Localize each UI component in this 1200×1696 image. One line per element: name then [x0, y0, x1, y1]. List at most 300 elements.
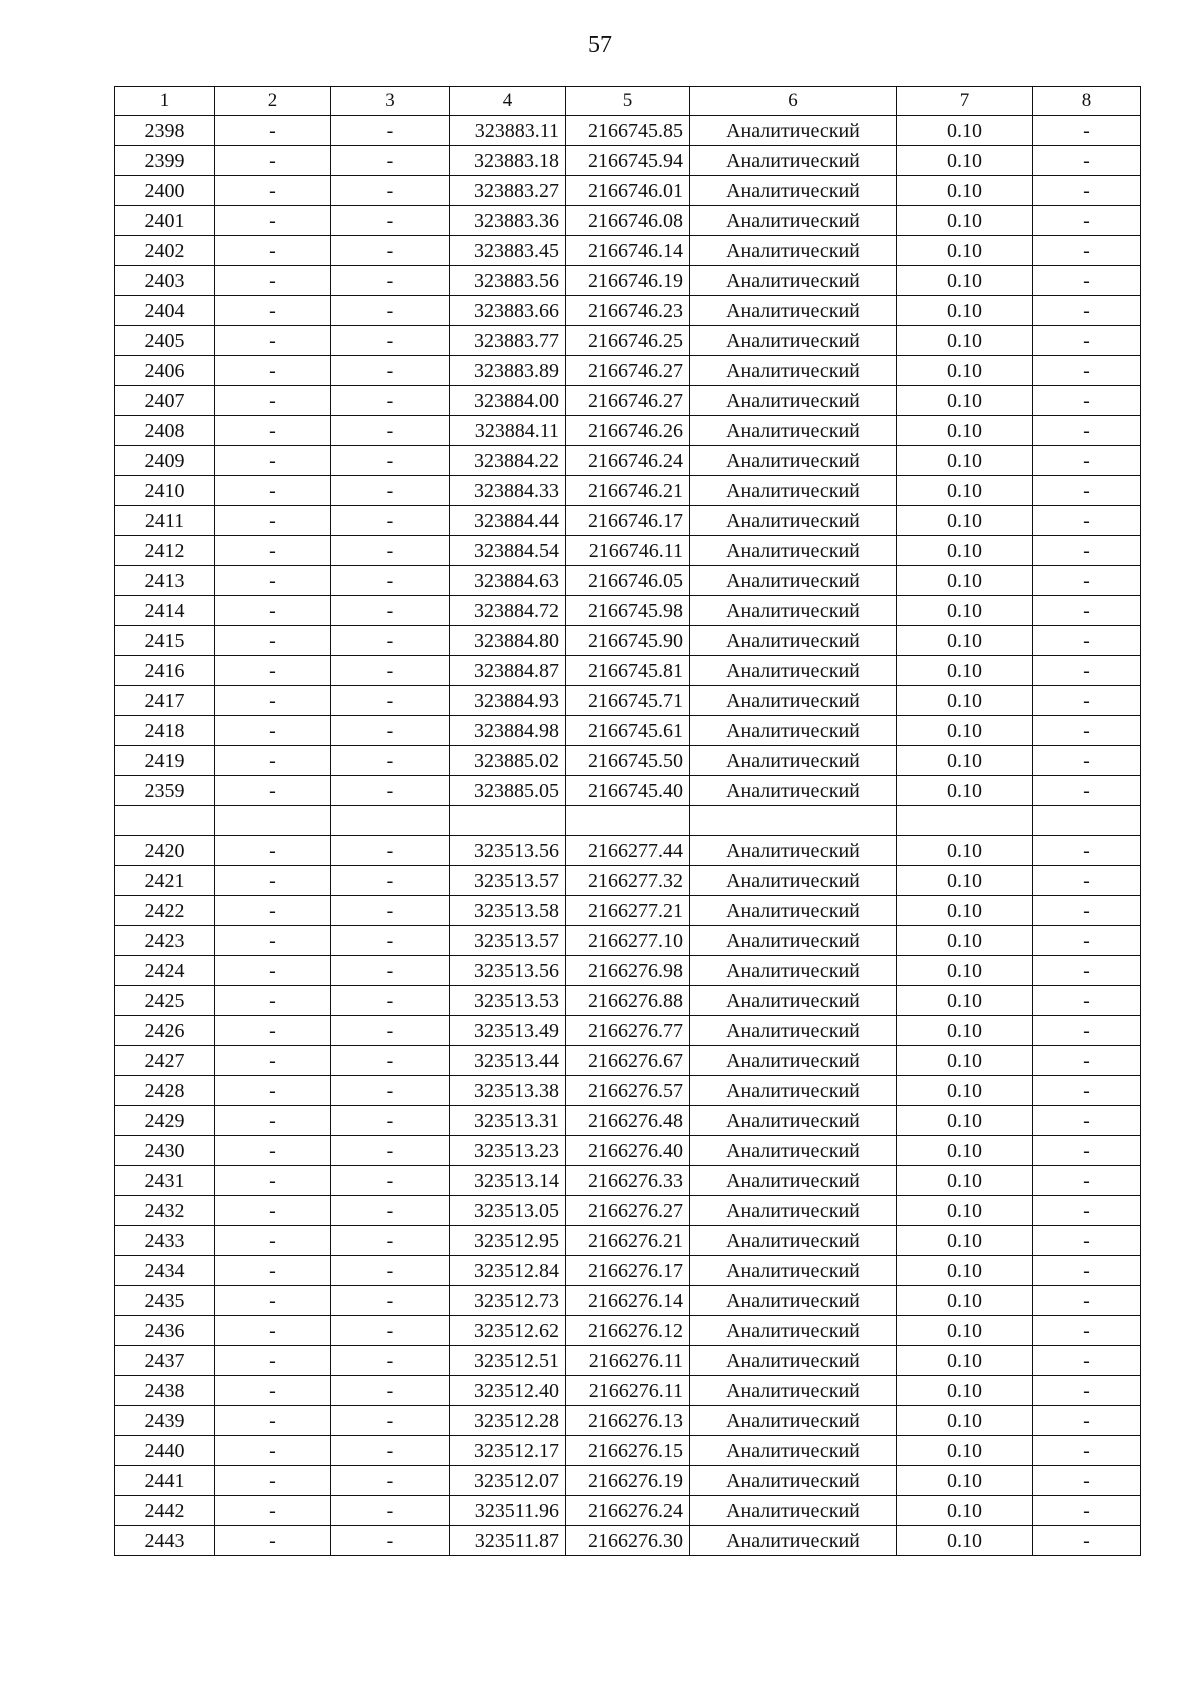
point-number-cell: 2429: [115, 1106, 215, 1136]
col8-cell: -: [1033, 476, 1141, 506]
method-cell: Аналитический: [690, 1346, 897, 1376]
y-coordinate-cell: 2166745.94: [566, 146, 690, 176]
col3-cell: -: [331, 1466, 450, 1496]
col8-cell: -: [1033, 386, 1141, 416]
point-number-cell: 2418: [115, 716, 215, 746]
point-number-cell: 2433: [115, 1226, 215, 1256]
col2-cell: -: [215, 326, 331, 356]
accuracy-cell: 0.10: [897, 356, 1033, 386]
x-coordinate-cell: 323883.45: [450, 236, 566, 266]
col3-cell: -: [331, 1196, 450, 1226]
point-number-cell: 2415: [115, 626, 215, 656]
x-coordinate-cell: 323884.00: [450, 386, 566, 416]
col2-cell: [215, 806, 331, 836]
col2-cell: -: [215, 236, 331, 266]
col3-cell: -: [331, 836, 450, 866]
col8-cell: -: [1033, 1316, 1141, 1346]
col8-cell: -: [1033, 1016, 1141, 1046]
col8-cell: -: [1033, 776, 1141, 806]
col8-cell: -: [1033, 1136, 1141, 1166]
y-coordinate-cell: 2166746.01: [566, 176, 690, 206]
point-number-cell: 2411: [115, 506, 215, 536]
method-cell: Аналитический: [690, 206, 897, 236]
table-row: [115, 1286, 1141, 1316]
col3-cell: -: [331, 416, 450, 446]
point-number-cell: 2417: [115, 686, 215, 716]
method-cell: Аналитический: [690, 986, 897, 1016]
method-cell: Аналитический: [690, 746, 897, 776]
table-row: [115, 356, 1141, 386]
method-cell: Аналитический: [690, 236, 897, 266]
column-header: 2: [215, 87, 331, 116]
method-cell: Аналитический: [690, 1016, 897, 1046]
col3-cell: -: [331, 206, 450, 236]
table-row: [115, 1316, 1141, 1346]
accuracy-cell: 0.10: [897, 566, 1033, 596]
col8-cell: -: [1033, 1346, 1141, 1376]
method-cell: Аналитический: [690, 686, 897, 716]
col3-cell: -: [331, 1316, 450, 1346]
col2-cell: -: [215, 1046, 331, 1076]
accuracy-cell: 0.10: [897, 836, 1033, 866]
col3-cell: -: [331, 1526, 450, 1556]
col8-cell: -: [1033, 626, 1141, 656]
column-header: 8: [1033, 87, 1141, 116]
point-number-cell: 2442: [115, 1496, 215, 1526]
method-cell: Аналитический: [690, 296, 897, 326]
accuracy-cell: 0.10: [897, 1136, 1033, 1166]
table-row: [115, 746, 1141, 776]
column-header: 1: [115, 87, 215, 116]
col3-cell: -: [331, 1406, 450, 1436]
col3-cell: -: [331, 926, 450, 956]
col3-cell: -: [331, 626, 450, 656]
col8-cell: -: [1033, 146, 1141, 176]
col2-cell: -: [215, 1136, 331, 1166]
col3-cell: -: [331, 1076, 450, 1106]
col2-cell: -: [215, 1196, 331, 1226]
table-row: [115, 896, 1141, 926]
y-coordinate-cell: 2166746.05: [566, 566, 690, 596]
method-cell: Аналитический: [690, 956, 897, 986]
col8-cell: -: [1033, 506, 1141, 536]
col2-cell: -: [215, 446, 331, 476]
x-coordinate-cell: 323884.87: [450, 656, 566, 686]
point-number-cell: 2400: [115, 176, 215, 206]
col8-cell: -: [1033, 176, 1141, 206]
col2-cell: -: [215, 206, 331, 236]
col3-cell: -: [331, 776, 450, 806]
point-number-cell: 2402: [115, 236, 215, 266]
accuracy-cell: 0.10: [897, 1436, 1033, 1466]
col2-cell: -: [215, 1256, 331, 1286]
col3-cell: -: [331, 566, 450, 596]
method-cell: Аналитический: [690, 1136, 897, 1166]
x-coordinate-cell: 323513.38: [450, 1076, 566, 1106]
col3-cell: -: [331, 476, 450, 506]
col2-cell: -: [215, 536, 331, 566]
col8-cell: -: [1033, 326, 1141, 356]
col2-cell: -: [215, 356, 331, 386]
col8-cell: -: [1033, 686, 1141, 716]
accuracy-cell: 0.10: [897, 1106, 1033, 1136]
table-row: [115, 656, 1141, 686]
x-coordinate-cell: 323883.11: [450, 116, 566, 146]
col3-cell: -: [331, 536, 450, 566]
accuracy-cell: 0.10: [897, 206, 1033, 236]
point-number-cell: 2412: [115, 536, 215, 566]
col8-cell: -: [1033, 206, 1141, 236]
page-number: 57: [588, 32, 612, 58]
col2-cell: -: [215, 1076, 331, 1106]
col2-cell: -: [215, 1526, 331, 1556]
col2-cell: -: [215, 956, 331, 986]
col3-cell: -: [331, 716, 450, 746]
point-number-cell: 2404: [115, 296, 215, 326]
col8-cell: -: [1033, 836, 1141, 866]
col3-cell: -: [331, 116, 450, 146]
method-cell: Аналитический: [690, 1046, 897, 1076]
column-header: 4: [450, 87, 566, 116]
accuracy-cell: 0.10: [897, 1406, 1033, 1436]
table-row: [115, 1466, 1141, 1496]
y-coordinate-cell: 2166276.98: [566, 956, 690, 986]
accuracy-cell: 0.10: [897, 686, 1033, 716]
col8-cell: -: [1033, 1196, 1141, 1226]
accuracy-cell: 0.10: [897, 626, 1033, 656]
y-coordinate-cell: 2166745.85: [566, 116, 690, 146]
table-row: [115, 926, 1141, 956]
method-cell: Аналитический: [690, 566, 897, 596]
col3-cell: -: [331, 356, 450, 386]
col8-cell: -: [1033, 296, 1141, 326]
method-cell: Аналитический: [690, 1466, 897, 1496]
y-coordinate-cell: 2166746.26: [566, 416, 690, 446]
col3-cell: -: [331, 1016, 450, 1046]
col2-cell: -: [215, 1016, 331, 1046]
col2-cell: -: [215, 1406, 331, 1436]
point-number-cell: 2398: [115, 116, 215, 146]
x-coordinate-cell: 323511.96: [450, 1496, 566, 1526]
x-coordinate-cell: 323884.54: [450, 536, 566, 566]
accuracy-cell: 0.10: [897, 326, 1033, 356]
col8-cell: -: [1033, 1526, 1141, 1556]
method-cell: Аналитический: [690, 146, 897, 176]
y-coordinate-cell: 2166276.24: [566, 1496, 690, 1526]
col8-cell: -: [1033, 956, 1141, 986]
point-number-cell: 2406: [115, 356, 215, 386]
col8-cell: -: [1033, 866, 1141, 896]
x-coordinate-cell: 323513.31: [450, 1106, 566, 1136]
accuracy-cell: 0.10: [897, 716, 1033, 746]
col3-cell: -: [331, 296, 450, 326]
col3-cell: -: [331, 446, 450, 476]
col3-cell: -: [331, 1046, 450, 1076]
point-number-cell: 2416: [115, 656, 215, 686]
accuracy-cell: 0.10: [897, 1496, 1033, 1526]
col8-cell: -: [1033, 116, 1141, 146]
method-cell: Аналитический: [690, 1436, 897, 1466]
header-row: [115, 87, 1141, 116]
col3-cell: -: [331, 1436, 450, 1466]
accuracy-cell: 0.10: [897, 296, 1033, 326]
y-coordinate-cell: 2166746.27: [566, 386, 690, 416]
method-cell: Аналитический: [690, 1226, 897, 1256]
point-number-cell: 2405: [115, 326, 215, 356]
x-coordinate-cell: 323512.51: [450, 1346, 566, 1376]
col3-cell: -: [331, 1286, 450, 1316]
y-coordinate-cell: 2166746.19: [566, 266, 690, 296]
point-number-cell: 2413: [115, 566, 215, 596]
x-coordinate-cell: 323883.66: [450, 296, 566, 326]
point-number-cell: 2403: [115, 266, 215, 296]
col2-cell: -: [215, 926, 331, 956]
col8-cell: -: [1033, 1466, 1141, 1496]
col2-cell: -: [215, 1226, 331, 1256]
col2-cell: -: [215, 386, 331, 416]
col3-cell: -: [331, 1166, 450, 1196]
y-coordinate-cell: 2166276.11: [566, 1376, 690, 1406]
table-row: [115, 1076, 1141, 1106]
col8-cell: -: [1033, 566, 1141, 596]
col8-cell: -: [1033, 1166, 1141, 1196]
point-number-cell: 2408: [115, 416, 215, 446]
y-coordinate-cell: 2166746.25: [566, 326, 690, 356]
table-row: [115, 1346, 1141, 1376]
col3-cell: -: [331, 1376, 450, 1406]
col2-cell: -: [215, 416, 331, 446]
col3-cell: -: [331, 896, 450, 926]
col3-cell: -: [331, 1136, 450, 1166]
point-number-cell: 2441: [115, 1466, 215, 1496]
col3-cell: -: [331, 1256, 450, 1286]
point-number-cell: 2430: [115, 1136, 215, 1166]
col2-cell: -: [215, 1466, 331, 1496]
point-number-cell: 2420: [115, 836, 215, 866]
col8-cell: -: [1033, 1406, 1141, 1436]
col3-cell: -: [331, 986, 450, 1016]
table-row: [115, 1376, 1141, 1406]
column-header: 6: [690, 87, 897, 116]
x-coordinate-cell: 323883.56: [450, 266, 566, 296]
x-coordinate-cell: 323513.57: [450, 926, 566, 956]
table-row: [115, 266, 1141, 296]
table-row: [115, 956, 1141, 986]
method-cell: Аналитический: [690, 446, 897, 476]
method-cell: Аналитический: [690, 896, 897, 926]
table-row: [115, 416, 1141, 446]
col8-cell: -: [1033, 986, 1141, 1016]
x-coordinate-cell: 323512.73: [450, 1286, 566, 1316]
table-row: [115, 1406, 1141, 1436]
col2-cell: -: [215, 266, 331, 296]
col8-cell: -: [1033, 1046, 1141, 1076]
method-cell: Аналитический: [690, 386, 897, 416]
method-cell: Аналитический: [690, 1106, 897, 1136]
method-cell: Аналитический: [690, 656, 897, 686]
y-coordinate-cell: 2166277.10: [566, 926, 690, 956]
table-row: [115, 1496, 1141, 1526]
point-number-cell: 2407: [115, 386, 215, 416]
col3-cell: -: [331, 686, 450, 716]
method-cell: Аналитический: [690, 416, 897, 446]
point-number-cell: 2399: [115, 146, 215, 176]
col2-cell: -: [215, 776, 331, 806]
col8-cell: -: [1033, 446, 1141, 476]
accuracy-cell: 0.10: [897, 956, 1033, 986]
y-coordinate-cell: 2166746.08: [566, 206, 690, 236]
table-row: [115, 776, 1141, 806]
y-coordinate-cell: 2166745.40: [566, 776, 690, 806]
accuracy-cell: 0.10: [897, 1076, 1033, 1106]
accuracy-cell: 0.10: [897, 986, 1033, 1016]
table-row: [115, 536, 1141, 566]
col2-cell: -: [215, 476, 331, 506]
table-row-blank: [115, 806, 1141, 836]
table-row: [115, 206, 1141, 236]
x-coordinate-cell: 323884.22: [450, 446, 566, 476]
accuracy-cell: 0.10: [897, 1376, 1033, 1406]
x-coordinate-cell: 323513.23: [450, 1136, 566, 1166]
col8-cell: -: [1033, 746, 1141, 776]
method-cell: Аналитический: [690, 1376, 897, 1406]
x-coordinate-cell: 323512.07: [450, 1466, 566, 1496]
table-row: [115, 446, 1141, 476]
method-cell: Аналитический: [690, 1256, 897, 1286]
y-coordinate-cell: 2166745.81: [566, 656, 690, 686]
col8-cell: -: [1033, 236, 1141, 266]
col3-cell: -: [331, 1226, 450, 1256]
col2-cell: -: [215, 746, 331, 776]
point-number-cell: 2431: [115, 1166, 215, 1196]
col3-cell: -: [331, 746, 450, 776]
point-number-cell: 2427: [115, 1046, 215, 1076]
y-coordinate-cell: 2166276.48: [566, 1106, 690, 1136]
col3-cell: -: [331, 656, 450, 686]
method-cell: Аналитический: [690, 776, 897, 806]
y-coordinate-cell: 2166276.67: [566, 1046, 690, 1076]
method-cell: Аналитический: [690, 326, 897, 356]
col3-cell: -: [331, 1496, 450, 1526]
method-cell: Аналитический: [690, 266, 897, 296]
y-coordinate-cell: 2166746.17: [566, 506, 690, 536]
x-coordinate-cell: 323512.28: [450, 1406, 566, 1436]
point-number-cell: 2443: [115, 1526, 215, 1556]
column-header: 3: [331, 87, 450, 116]
table-row: [115, 626, 1141, 656]
accuracy-cell: 0.10: [897, 596, 1033, 626]
y-coordinate-cell: 2166745.90: [566, 626, 690, 656]
accuracy-cell: 0.10: [897, 896, 1033, 926]
table-row: [115, 1046, 1141, 1076]
col2-cell: -: [215, 1316, 331, 1346]
accuracy-cell: 0.10: [897, 926, 1033, 956]
x-coordinate-cell: [450, 806, 566, 836]
col8-cell: -: [1033, 416, 1141, 446]
table-row: [115, 1526, 1141, 1556]
y-coordinate-cell: 2166276.11: [566, 1346, 690, 1376]
x-coordinate-cell: 323884.33: [450, 476, 566, 506]
col3-cell: [331, 806, 450, 836]
point-number-cell: 2437: [115, 1346, 215, 1376]
y-coordinate-cell: 2166276.57: [566, 1076, 690, 1106]
col8-cell: -: [1033, 1076, 1141, 1106]
col8-cell: -: [1033, 716, 1141, 746]
col2-cell: -: [215, 176, 331, 206]
table-row: [115, 1136, 1141, 1166]
accuracy-cell: 0.10: [897, 776, 1033, 806]
col2-cell: -: [215, 686, 331, 716]
accuracy-cell: 0.10: [897, 386, 1033, 416]
y-coordinate-cell: 2166276.40: [566, 1136, 690, 1166]
accuracy-cell: 0.10: [897, 1226, 1033, 1256]
x-coordinate-cell: 323885.05: [450, 776, 566, 806]
col3-cell: -: [331, 866, 450, 896]
method-cell: Аналитический: [690, 536, 897, 566]
table-row: [115, 386, 1141, 416]
accuracy-cell: 0.10: [897, 1166, 1033, 1196]
col8-cell: -: [1033, 926, 1141, 956]
table-row: [115, 716, 1141, 746]
y-coordinate-cell: 2166745.61: [566, 716, 690, 746]
y-coordinate-cell: 2166276.17: [566, 1256, 690, 1286]
accuracy-cell: [897, 806, 1033, 836]
col2-cell: -: [215, 1346, 331, 1376]
table-row: [115, 506, 1141, 536]
accuracy-cell: 0.10: [897, 1046, 1033, 1076]
table-row: [115, 1256, 1141, 1286]
x-coordinate-cell: 323884.44: [450, 506, 566, 536]
x-coordinate-cell: 323883.36: [450, 206, 566, 236]
y-coordinate-cell: 2166746.27: [566, 356, 690, 386]
point-number-cell: 2438: [115, 1376, 215, 1406]
col2-cell: -: [215, 1496, 331, 1526]
table-body: [115, 87, 1141, 1556]
col3-cell: -: [331, 596, 450, 626]
method-cell: Аналитический: [690, 1196, 897, 1226]
col3-cell: -: [331, 506, 450, 536]
col3-cell: -: [331, 146, 450, 176]
col2-cell: -: [215, 1286, 331, 1316]
accuracy-cell: 0.10: [897, 116, 1033, 146]
x-coordinate-cell: 323513.58: [450, 896, 566, 926]
table-row: [115, 1166, 1141, 1196]
col3-cell: -: [331, 1346, 450, 1376]
accuracy-cell: 0.10: [897, 236, 1033, 266]
y-coordinate-cell: 2166276.15: [566, 1436, 690, 1466]
x-coordinate-cell: 323513.56: [450, 836, 566, 866]
point-number-cell: 2435: [115, 1286, 215, 1316]
y-coordinate-cell: 2166745.98: [566, 596, 690, 626]
accuracy-cell: 0.10: [897, 866, 1033, 896]
x-coordinate-cell: 323513.14: [450, 1166, 566, 1196]
accuracy-cell: 0.10: [897, 656, 1033, 686]
col3-cell: -: [331, 266, 450, 296]
x-coordinate-cell: 323884.93: [450, 686, 566, 716]
col2-cell: -: [215, 146, 331, 176]
x-coordinate-cell: 323884.11: [450, 416, 566, 446]
x-coordinate-cell: 323512.17: [450, 1436, 566, 1466]
col8-cell: -: [1033, 1106, 1141, 1136]
x-coordinate-cell: 323512.95: [450, 1226, 566, 1256]
y-coordinate-cell: 2166746.11: [566, 536, 690, 566]
point-number-cell: 2436: [115, 1316, 215, 1346]
method-cell: Аналитический: [690, 356, 897, 386]
accuracy-cell: 0.10: [897, 416, 1033, 446]
table-row: [115, 146, 1141, 176]
method-cell: Аналитический: [690, 866, 897, 896]
y-coordinate-cell: 2166746.14: [566, 236, 690, 266]
